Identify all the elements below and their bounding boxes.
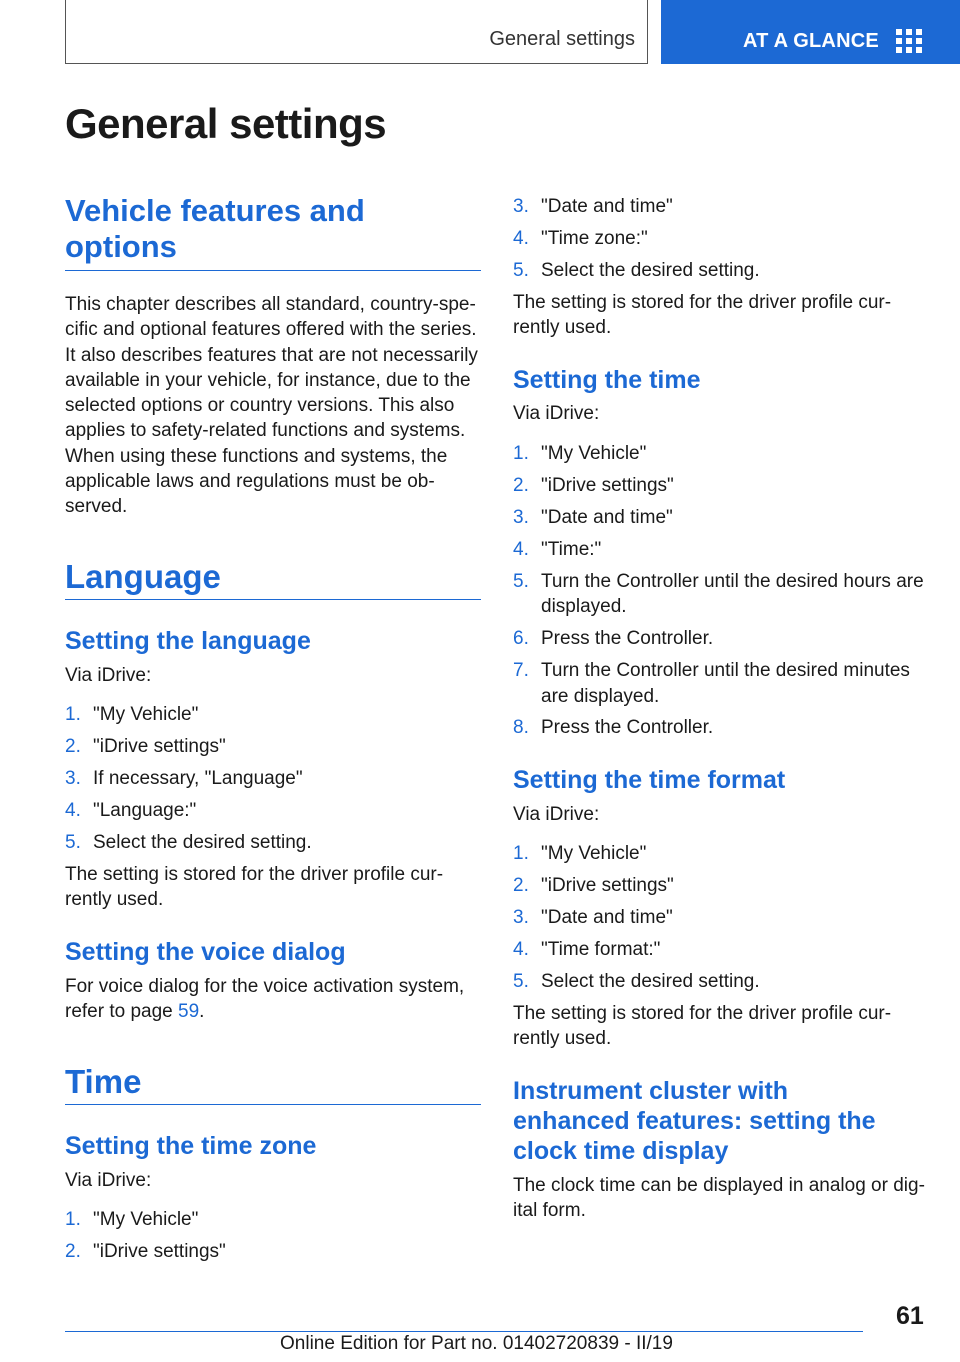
note-line: rently used.	[65, 889, 164, 911]
language-heading: Language	[65, 558, 221, 595]
heading-line: Instrument cluster with	[513, 1077, 789, 1105]
step-number: 1.	[65, 1209, 81, 1230]
body-line: It also describes features that are not necessarily	[65, 344, 478, 366]
body-line: The clock time can be displayed in analog or dig-	[513, 1175, 925, 1196]
step-text: "Time format:"	[541, 938, 661, 960]
time-format-heading: Setting the time format	[513, 766, 786, 794]
voice-dialog-line: refer to page	[65, 1001, 179, 1023]
step-text: "iDrive settings"	[93, 1240, 226, 1262]
setting-language-note	[65, 862, 443, 913]
vehicle-features-heading	[65, 193, 365, 265]
heading-line: clock time display	[513, 1137, 729, 1165]
voice-dialog-line: For voice dialog for the voice activation system,	[65, 976, 465, 997]
step-text: Turn the Controller until the desired minutes	[541, 660, 910, 682]
note-line: The setting is stored for the driver profile cur-	[513, 1003, 892, 1024]
body-line: cific and optional features offered with the series.	[65, 319, 477, 341]
step-number: 2.	[65, 1240, 81, 1262]
list-item	[513, 226, 760, 251]
step-text: "Time zone:"	[541, 227, 648, 249]
time-zone-note	[513, 290, 891, 341]
step-number: 8.	[513, 717, 529, 739]
instrument-cluster-body	[513, 1173, 925, 1224]
voice-dialog-suffix: .	[199, 1001, 205, 1023]
list-item	[513, 841, 760, 866]
setting-time-intro: Via iDrive:	[513, 403, 600, 424]
time-zone-steps-left	[65, 1207, 226, 1271]
step-text: "My Vehicle"	[541, 443, 647, 464]
list-item	[65, 798, 312, 823]
note-line: The setting is stored for the driver profile cur-	[513, 292, 892, 313]
page-title: General settings	[65, 100, 387, 147]
time-format-note	[513, 1001, 891, 1052]
setting-time-steps	[513, 441, 924, 747]
step-number: 2.	[65, 735, 81, 757]
list-item	[65, 1207, 226, 1232]
step-number: 3.	[513, 196, 529, 217]
list-item	[65, 1239, 226, 1264]
step-text: Press the Controller.	[541, 717, 714, 739]
step-text: "iDrive settings"	[541, 474, 674, 496]
footer-rule	[65, 1331, 863, 1332]
list-item	[65, 830, 312, 855]
step-number: 2.	[513, 874, 529, 896]
time-zone-heading: Setting the time zone	[65, 1132, 317, 1160]
body-line: This chapter describes all standard, country-spe-	[65, 294, 476, 315]
vehicle-features-rule	[65, 270, 481, 271]
vehicle-features-heading-line2: options	[65, 229, 177, 264]
list-item	[513, 905, 760, 930]
step-number: 7.	[513, 660, 529, 682]
step-text-continued: displayed.	[541, 596, 627, 618]
step-text: Select the desired setting.	[541, 259, 760, 281]
step-number: 1.	[513, 843, 529, 864]
setting-language-intro: Via iDrive:	[65, 665, 152, 686]
instrument-cluster-heading	[513, 1076, 876, 1166]
vehicle-features-body	[65, 292, 478, 520]
step-text: "My Vehicle"	[93, 1209, 199, 1230]
list-item	[65, 702, 312, 727]
note-line: rently used.	[513, 1028, 612, 1050]
list-item	[513, 569, 924, 620]
page-number: 61	[896, 1302, 924, 1330]
setting-language-steps	[65, 702, 312, 862]
note-line: rently used.	[513, 317, 612, 339]
step-text: "Time:"	[541, 538, 602, 560]
step-text: "iDrive settings"	[541, 874, 674, 896]
list-item	[513, 658, 924, 709]
body-line: selected options or country versions. This also	[65, 395, 455, 417]
step-number: 1.	[65, 704, 81, 725]
step-number: 5.	[513, 259, 529, 281]
time-heading: Time	[65, 1063, 142, 1100]
list-item	[513, 505, 924, 530]
step-number: 5.	[513, 970, 529, 992]
header-chapter-label: AT A GLANCE	[743, 30, 879, 52]
body-line: When using these functions and systems, the	[65, 445, 448, 467]
list-item	[513, 715, 924, 740]
step-number: 3.	[65, 767, 81, 789]
body-line: applies to safety-related functions and systems.	[65, 420, 466, 442]
list-item	[513, 969, 760, 994]
step-text: "Date and time"	[541, 906, 673, 928]
list-item	[65, 734, 312, 759]
step-text: Select the desired setting.	[541, 970, 760, 992]
header-chapter-tab[interactable]	[661, 0, 960, 64]
step-text: Press the Controller.	[541, 628, 714, 650]
step-text-continued: are displayed.	[541, 685, 660, 707]
step-text: "Date and time"	[541, 196, 673, 217]
step-number: 6.	[513, 628, 529, 650]
step-text: Select the desired setting.	[93, 831, 312, 853]
heading-line: enhanced features: setting the	[513, 1107, 876, 1135]
note-line: The setting is stored for the driver profile cur-	[65, 864, 444, 885]
body-line: served.	[65, 496, 128, 518]
list-item	[513, 194, 760, 219]
list-item	[513, 537, 924, 562]
time-rule	[65, 1104, 481, 1105]
step-text: "iDrive settings"	[93, 735, 226, 757]
step-text: Turn the Controller until the desired hours are	[541, 570, 924, 592]
step-text: If necessary, "Language"	[93, 767, 303, 789]
setting-language-heading: Setting the language	[65, 627, 311, 655]
step-text: "Language:"	[93, 799, 197, 821]
step-text: "My Vehicle"	[93, 704, 199, 725]
step-number: 5.	[513, 570, 529, 592]
list-item	[513, 258, 760, 283]
voice-dialog-body	[65, 974, 464, 1025]
body-line: applicable laws and regulations must be ob-	[65, 471, 435, 493]
language-rule	[65, 599, 481, 600]
step-text: "Date and time"	[541, 506, 673, 528]
list-item	[65, 766, 312, 791]
grid-icon	[896, 29, 922, 53]
step-number: 2.	[513, 474, 529, 496]
list-item	[513, 626, 924, 651]
header-section-title: General settings	[489, 28, 635, 50]
time-zone-intro: Via iDrive:	[65, 1170, 152, 1191]
list-item	[513, 473, 924, 498]
time-zone-steps-right	[513, 194, 760, 290]
list-item	[513, 441, 924, 466]
time-format-steps	[513, 841, 760, 1001]
voice-dialog-heading: Setting the voice dialog	[65, 938, 346, 966]
step-number: 4.	[513, 938, 529, 960]
time-format-intro: Via iDrive:	[513, 804, 600, 825]
page-link[interactable]: 59	[178, 1001, 200, 1023]
body-line: available in your vehicle, for instance, due to the	[65, 369, 471, 391]
step-number: 4.	[513, 538, 529, 560]
list-item	[513, 873, 760, 898]
step-number: 3.	[513, 906, 529, 928]
step-number: 3.	[513, 506, 529, 528]
step-number: 4.	[65, 799, 81, 821]
step-number: 1.	[513, 443, 529, 464]
step-number: 4.	[513, 227, 529, 249]
step-text: "My Vehicle"	[541, 843, 647, 864]
vehicle-features-heading-line1: Vehicle features and	[65, 193, 365, 228]
list-item	[513, 937, 760, 962]
step-number: 5.	[65, 831, 81, 853]
footer-edition: Online Edition for Part no. 01402720839 - II/19	[280, 1333, 673, 1354]
setting-time-heading: Setting the time	[513, 366, 701, 394]
body-line: ital form.	[513, 1200, 586, 1222]
